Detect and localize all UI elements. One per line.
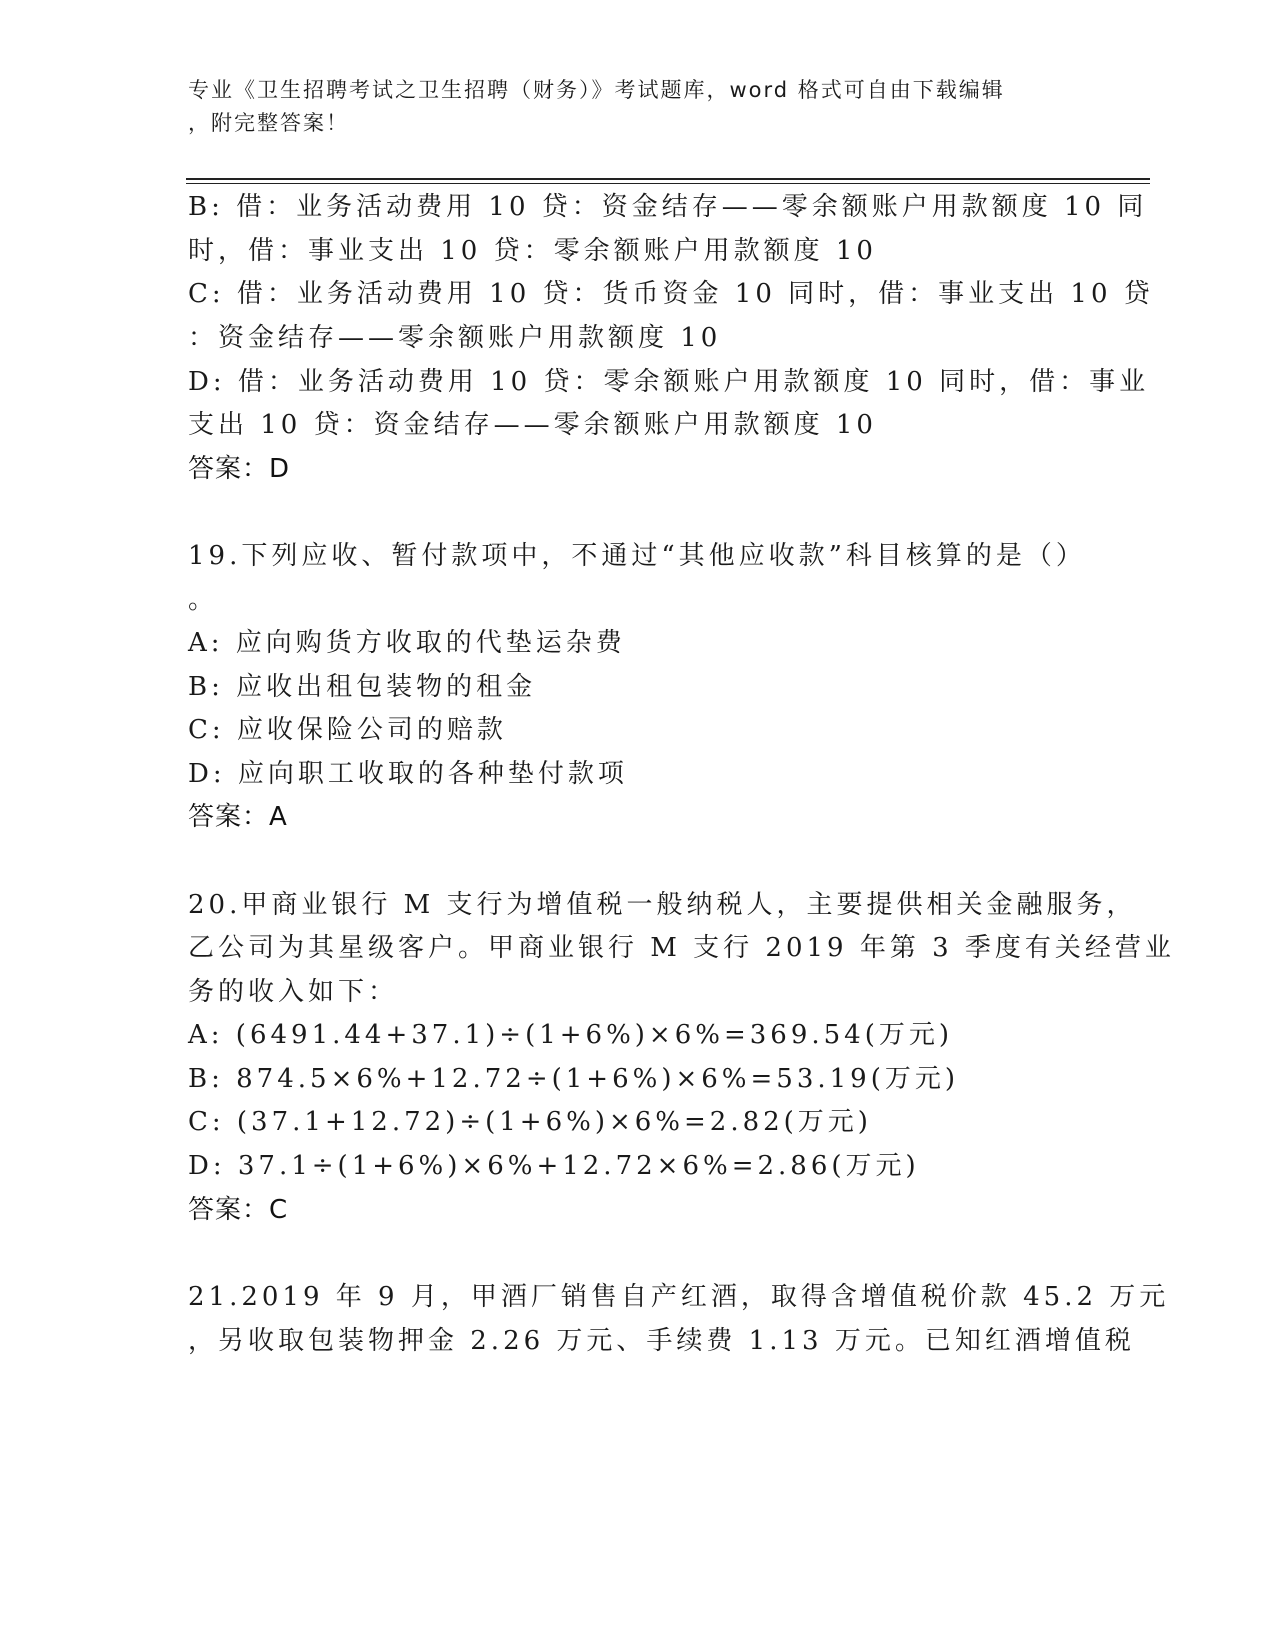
q18-option-c-line-2: ：资金结存——零余额账户用款额度 10 (188, 323, 722, 353)
q20-option-c: C: (37.1+12.72)÷(1+6%)×6%=2.82(万元) (188, 1107, 872, 1137)
q21-stem-line-1: 21.2019 年 9 月，甲酒厂销售自产红酒，取得含增值税价款 45.2 万元 (188, 1282, 1170, 1312)
q18-option-b-line-1: B: 借：业务活动费用 10 贷：资金结存——零余额账户用款额度 10 同 (188, 192, 1148, 222)
q20-option-d: D: 37.1÷(1+6%)×6%+12.72×6%=2.86(万元) (188, 1151, 920, 1181)
q19-stem-line-2: 。 (188, 585, 219, 615)
q20-stem-line-2: 乙公司为其星级客户。甲商业银行 M 支行 2019 年第 3 季度有关经营业 (188, 933, 1175, 963)
header-line-1: 专业《卫生招聘考试之卫生招聘（财务）》考试题库，word 格式可自由下载编辑 (188, 78, 1005, 102)
q20-stem-line-1: 20.甲商业银行 M 支行为增值税一般纳税人，主要提供相关金融服务， (188, 890, 1137, 920)
header-rule-thick (186, 178, 1150, 180)
q20-stem-line-3: 务的收入如下： (188, 977, 399, 1007)
q20-option-b: B: 874.5×6%+12.72÷(1+6%)×6%=53.19(万元) (188, 1064, 959, 1094)
q19-option-b: B: 应收出租包装物的租金 (188, 672, 537, 702)
q18-option-d-line-1: D: 借：业务活动费用 10 贷：零余额账户用款额度 10 同时，借：事业 (188, 367, 1150, 397)
q19-option-c: C: 应收保险公司的赔款 (188, 715, 507, 745)
q19-stem-line-1: 19.下列应收、暂付款项中，不通过“其他应收款”科目核算的是（） (188, 541, 1086, 571)
q21-stem-line-2: ，另收取包装物押金 2.26 万元、手续费 1.13 万元。已知红酒增值税 (188, 1326, 1135, 1356)
q18-option-d-line-2: 支出 10 贷：资金结存——零余额账户用款额度 10 (188, 410, 877, 440)
q20-answer: 答案：C (188, 1195, 289, 1225)
q18-option-c-line-1: C: 借：业务活动费用 10 贷：货币资金 10 同时，借：事业支出 10 贷 (188, 279, 1154, 309)
q19-option-a: A: 应向购货方收取的代垫运杂费 (188, 628, 626, 658)
header-line-2: ，附完整答案！ (188, 111, 349, 135)
q20-option-a: A: (6491.44+37.1)÷(1+6%)×6%=369.54(万元) (188, 1020, 954, 1050)
q18-answer: 答案：D (188, 454, 291, 484)
q18-option-b-line-2: 时，借：事业支出 10 贷：零余额账户用款额度 10 (188, 236, 877, 266)
page-header (188, 74, 1068, 140)
q19-answer: 答案：A (188, 802, 288, 832)
header-rule-thin (186, 183, 1150, 184)
q19-option-d: D: 应向职工收取的各种垫付款项 (188, 759, 628, 789)
